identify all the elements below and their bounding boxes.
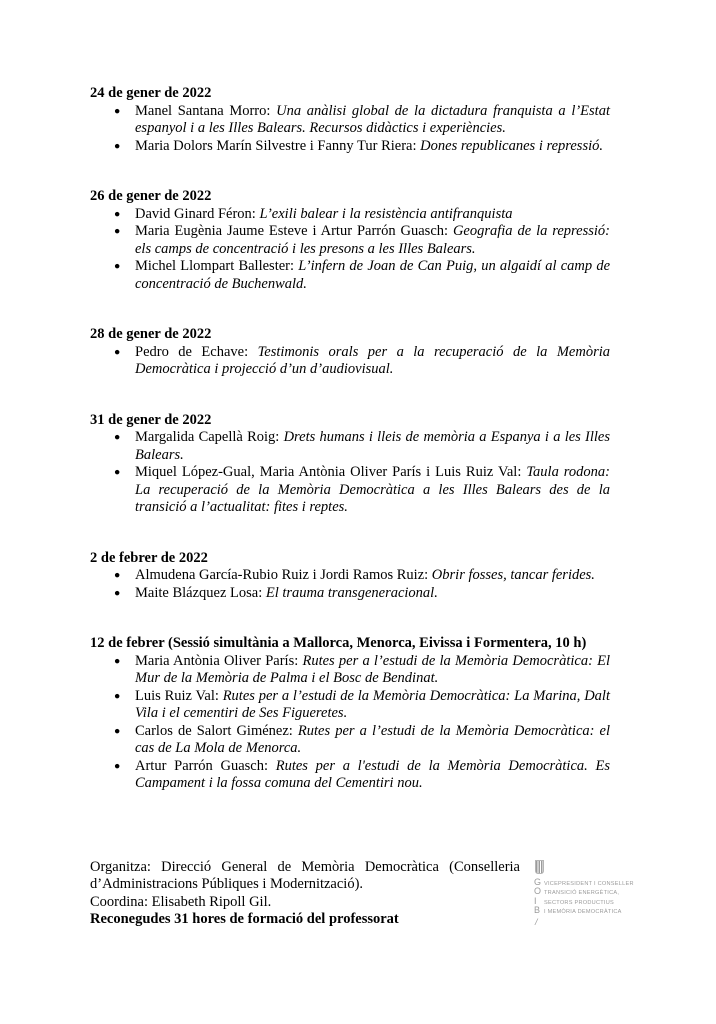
talk-title: Obrir fosses, tancar ferides. <box>431 567 595 583</box>
speaker-name: Michel Llompart Ballester: <box>135 258 299 274</box>
talk-list <box>90 206 610 294</box>
talk-title: Geografia de la repressió: els camps de concentració i les presons a les Illes Balears. <box>135 223 610 257</box>
goib-shield-icon <box>535 860 544 874</box>
session-section <box>90 188 610 293</box>
talk-list <box>90 567 610 602</box>
talk-item <box>90 206 610 224</box>
speaker-name: Pedro de Echave: <box>135 343 258 360</box>
talk-item <box>90 223 610 258</box>
talk-list <box>90 103 610 156</box>
talk-item <box>90 138 610 156</box>
talk-item <box>90 258 610 293</box>
speaker-name: Maite Blázquez Losa: <box>135 584 266 601</box>
talk-title: Una anàlisi global de la dictadura franquista a l’Estat espanyol i a les Illes Balears. Recursos didàctics i experiències. <box>135 102 610 136</box>
credits-block <box>90 859 520 929</box>
talk-title: Drets humans i lleis de memòria a Espanya i a les Illes Balears. <box>135 429 611 463</box>
talk-item <box>90 688 610 723</box>
session-section <box>90 412 610 517</box>
talk-list <box>90 429 610 517</box>
goib-tagline-line: I MEMÒRIA DEMOCRÀTICA <box>544 909 622 915</box>
session-date-heading: 31 de gener de 2022 <box>90 411 212 428</box>
talk-title: Testimonis orals per a la recuperació de la Memòria Democràtica i projecció d’un d’audiovisual. <box>135 343 610 377</box>
session-section <box>90 85 610 155</box>
talk-item <box>90 585 610 603</box>
goib-letter: G <box>534 876 542 887</box>
speaker-name: Almudena García-Rubio Ruiz i Jordi Ramos Ruiz: <box>135 567 432 583</box>
talk-title: Taula rodona: La recuperació de la Memòria Democràtica a les Illes Balears des de la transició a l’actualitat: fites i reptes. <box>135 464 610 515</box>
organizer-line: Organitza: Direcció General de Memòria Democràtica (Conselleria d’Administracions Públiques i Modernització). <box>90 858 520 892</box>
speaker-name: David Ginard Féron: <box>135 205 260 222</box>
talk-title: Rutes per a l’estudi de la Memòria Democràtica: La Marina, Dalt Vila i el cementiri de Ses Figueretes. <box>135 687 610 721</box>
goib-logo-row <box>534 878 634 888</box>
speaker-name: Miquel López-Gual, Maria Antònia Oliver París i Luis Ruiz Val: <box>135 464 527 480</box>
talk-title: L’infern de Joan de Can Puig, un algaidí al camp de concentració de Buchenwald. <box>135 258 611 292</box>
goib-logo <box>534 859 634 927</box>
talk-item <box>90 567 610 585</box>
goib-letter: I <box>534 895 537 906</box>
hours-recognition-line: Reconegudes 31 hores de formació del professorat <box>90 911 399 927</box>
session-section <box>90 326 610 379</box>
page-footer <box>90 859 716 929</box>
talk-item <box>90 653 610 688</box>
goib-letter: B <box>534 905 541 915</box>
talk-list <box>90 653 610 793</box>
session-section <box>90 550 610 603</box>
goib-tagline-line: VICEPRESIDENT I CONSELLER <box>544 880 634 887</box>
speaker-name: Maria Antònia Oliver París: <box>135 652 303 669</box>
session-date-heading: 2 de febrer de 2022 <box>90 549 208 566</box>
talk-title: Rutes per a l’estudi de la Memòria Democràtica: El Mur de la Memòria de Palma i el Bosc de Bendinat. <box>135 652 610 686</box>
goib-tagline-line: SECTORS PRODUCTIUS <box>544 899 614 906</box>
speaker-name: Artur Parrón Guasch: <box>135 757 276 774</box>
goib-logo-rows <box>534 878 634 916</box>
talk-item <box>90 464 610 517</box>
talk-title: Rutes per a l’estudi de la Memòria Democràtica: el cas de La Mola de Menorca. <box>135 722 611 756</box>
session-date-heading: 24 de gener de 2022 <box>90 85 212 101</box>
session-date-heading: 12 de febrer (Sessió simultània a Mallorca, Menorca, Eivissa i Formentera, 10 h) <box>90 635 587 651</box>
speaker-name: Maria Dolors Marín Silvestre i Fanny Tur Riera: <box>135 137 421 154</box>
session-section <box>90 635 610 793</box>
talk-list <box>90 344 610 379</box>
speaker-name: Maria Eugènia Jaume Esteve i Artur Parrón Guasch: <box>135 223 453 239</box>
talk-title: El trauma transgeneracional. <box>265 584 438 601</box>
program-schedule <box>90 85 716 793</box>
goib-logo-row <box>534 887 634 897</box>
speaker-name: Luis Ruiz Val: <box>135 687 223 704</box>
coordinator-line: Coordina: Elisabeth Ripoll Gil. <box>90 893 272 910</box>
talk-title: L’exili balear i la resistència antifranquista <box>259 205 513 222</box>
session-date-heading: 26 de gener de 2022 <box>90 188 212 204</box>
talk-title: Dones republicanes i repressió. <box>420 137 603 154</box>
goib-tagline-line: TRANSICIÓ ENERGÈTICA, <box>544 890 620 896</box>
speaker-name: Manel Santana Morro: <box>135 102 277 119</box>
goib-slash-mark: / <box>535 916 538 927</box>
goib-letter: O <box>534 886 542 896</box>
talk-item <box>90 723 610 758</box>
speaker-name: Carlos de Salort Giménez: <box>135 722 298 739</box>
goib-logo-row <box>534 906 634 916</box>
talk-item <box>90 344 610 379</box>
talk-item <box>90 758 610 793</box>
speaker-name: Margalida Capellà Roig: <box>135 429 284 445</box>
talk-item <box>90 103 610 138</box>
talk-title: Rutes per a l'estudi de la Memòria Democràtica. Es Campament i la fossa comuna del Cementiri nou. <box>135 757 610 791</box>
session-date-heading: 28 de gener de 2022 <box>90 326 212 342</box>
talk-item <box>90 429 610 464</box>
